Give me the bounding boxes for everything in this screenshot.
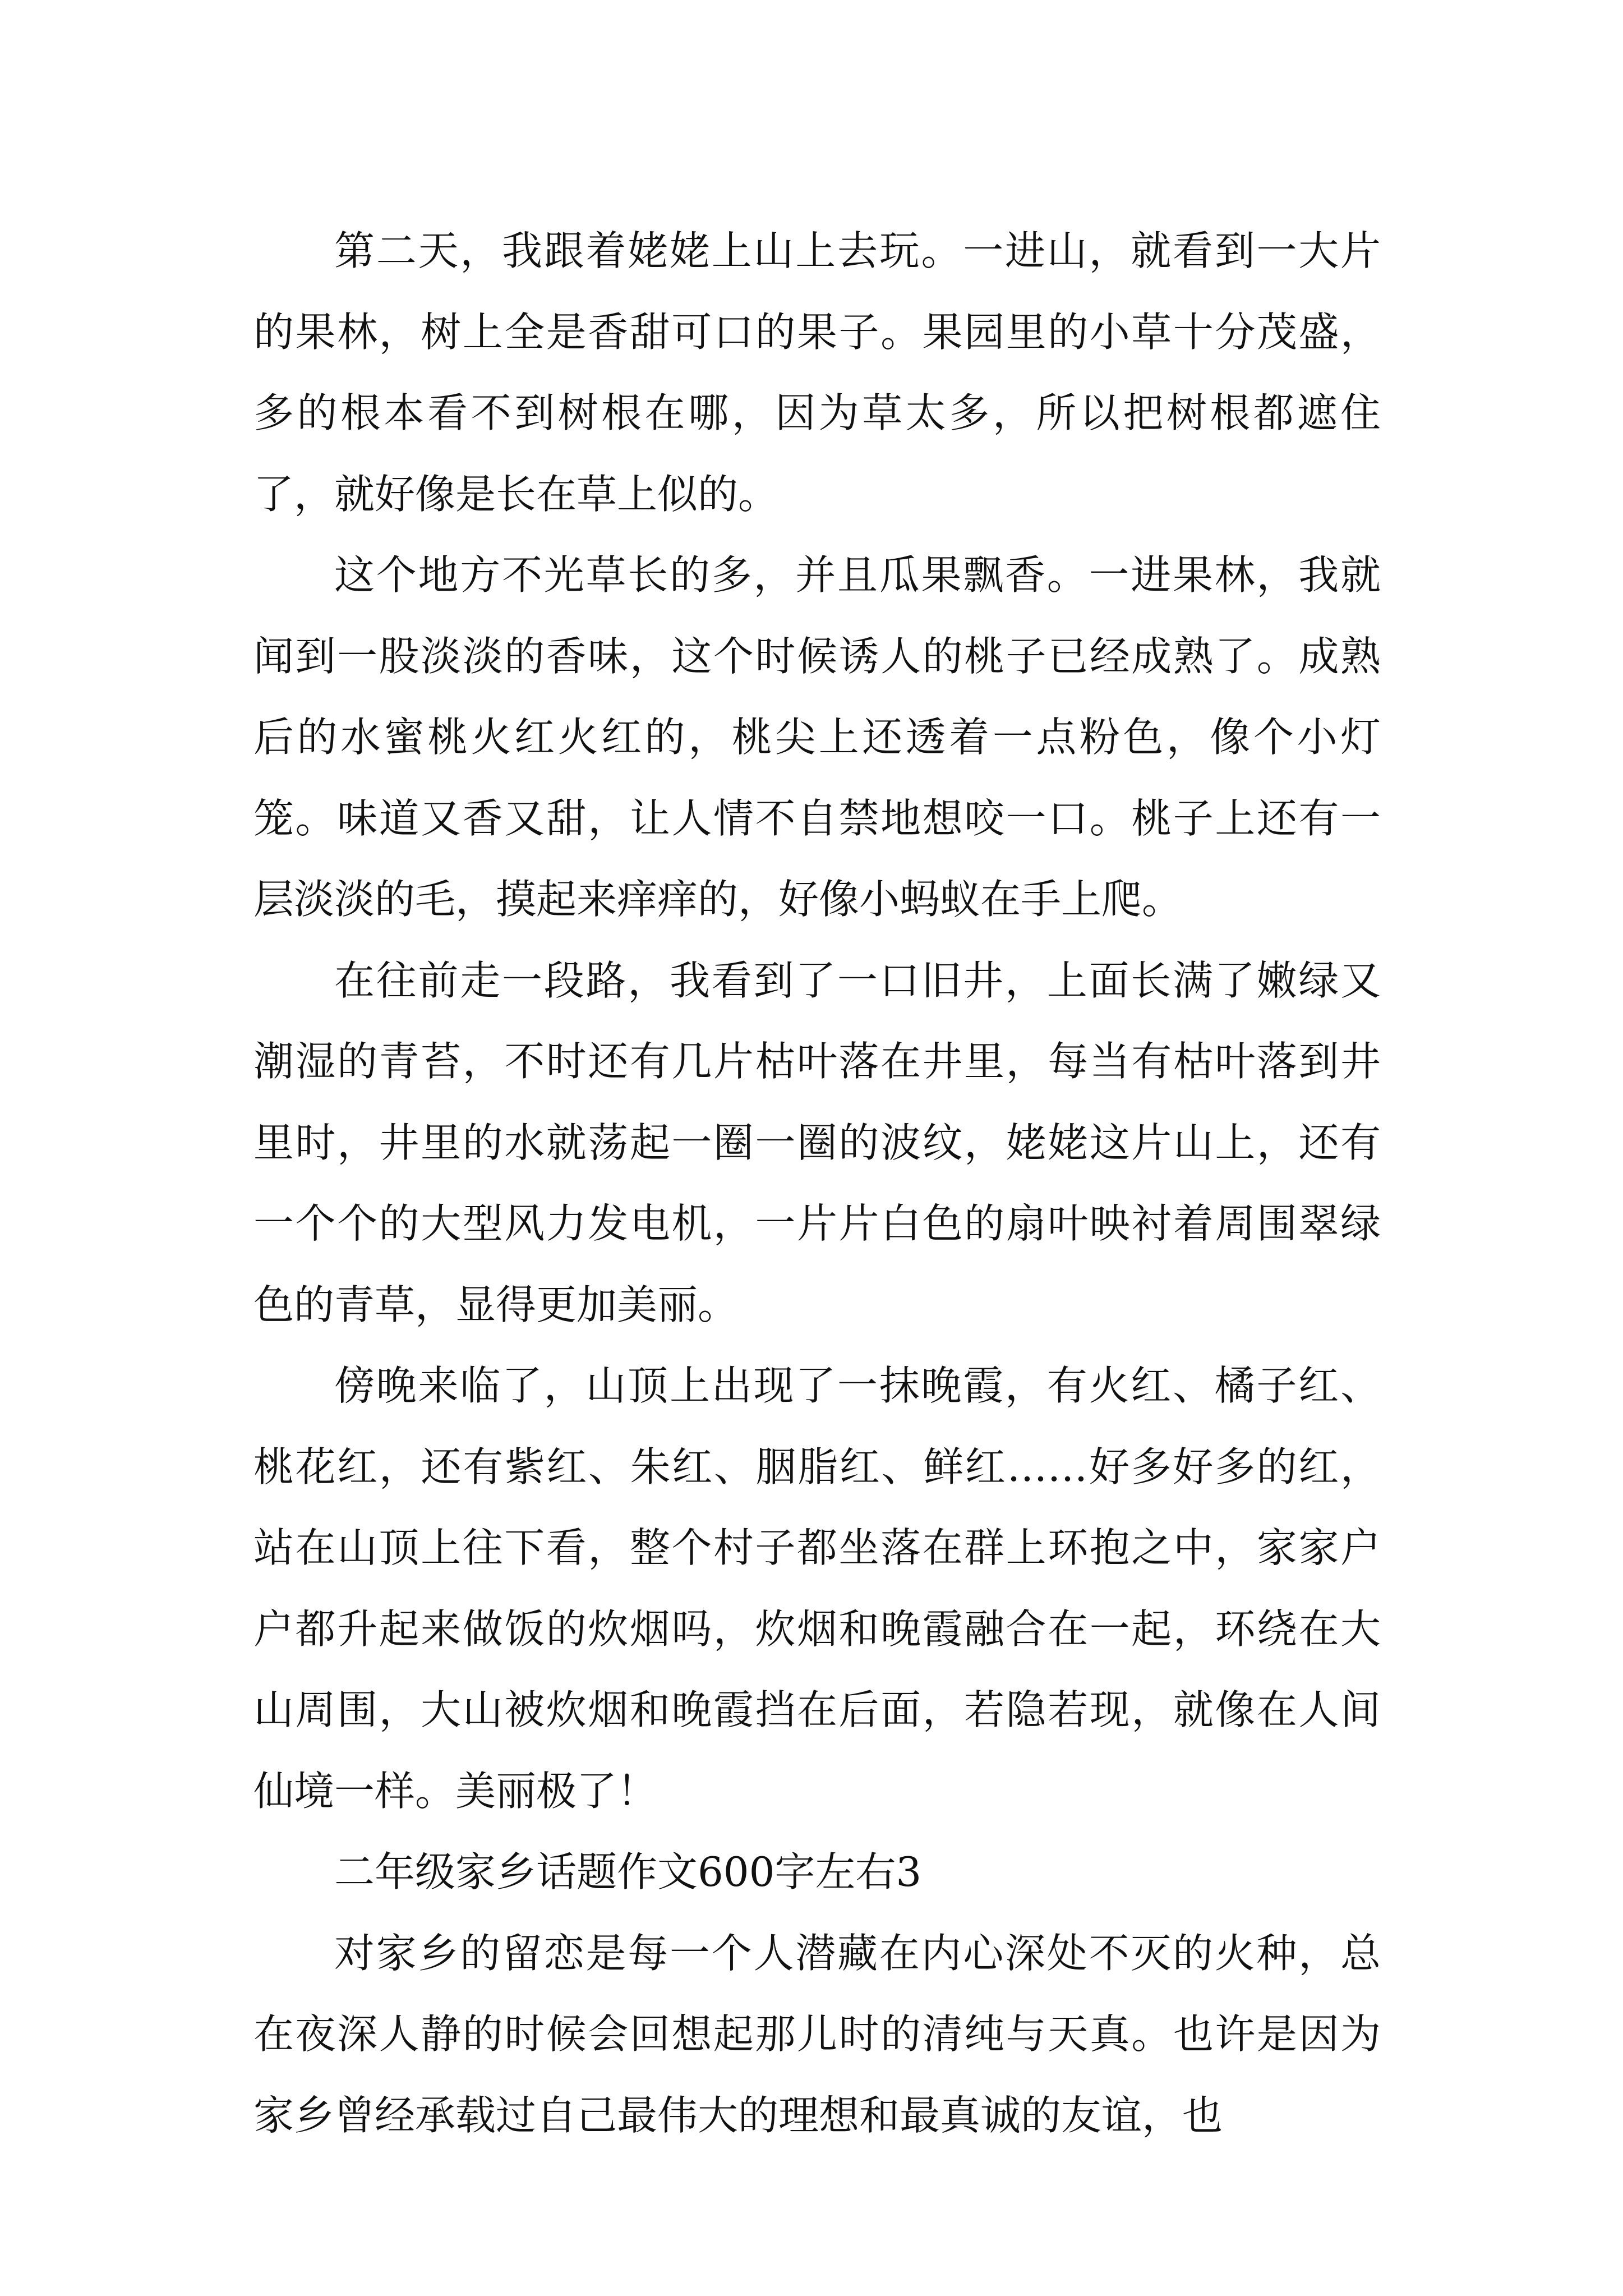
document-body [253, 210, 1381, 2156]
section-heading: 二年级家乡话题作文600字左右3 [334, 1848, 922, 1895]
paragraph-sunset: 傍晚来临了，山顶上出现了一抹晚霞，有火红、橘子红、桃花红，还有紫红、朱红、胭脂红、鲜红……好多好多的红，站在山顶上往下看，整个村子都坐落在群上环抱之中，家家户户都升起来做饭的炊烟吗，炊烟和晚霞融合在一起，环绕在大山周围，大山被炊烟和晚霞挡在后面，若隐若现，就像在人间仙境一样。美丽极了！ [253, 1362, 1381, 1815]
paragraph-old-well: 在往前走一段路，我看到了一口旧井，上面长满了嫩绿又潮湿的青苔，不时还有几片枯叶落在井里，每当有枯叶落到井里时，井里的水就荡起一圈一圈的波纹，姥姥这片山上，还有一个个的大型风力发电机，一片片白色的扇叶映衬着周围翠绿色的青草，显得更加美丽。 [253, 956, 1381, 1328]
paragraph-peaches: 这个地方不光草长的多，并且瓜果飘香。一进果林，我就闻到一股淡淡的香味，这个时候诱人的桃子已经成熟了。成熟后的水蜜桃火红火红的，桃尖上还透着一点粉色，像个小灯笼。味道又香又甜，让人情不自禁地想咬一口。桃子上还有一层淡淡的毛，摸起来痒痒的，好像小蚂蚁在手上爬。 [253, 551, 1381, 923]
paragraph-mountain-trip: 第二天，我跟着姥姥上山上去玩。一进山，就看到一大片的果林，树上全是香甜可口的果子。果园里的小草十分茂盛，多的根本看不到树根在哪，因为草太多，所以把树根都遮住了，就好像是长在草上似的。 [253, 227, 1381, 518]
paragraph-hometown-memory: 对家乡的留恋是每一个人潜藏在内心深处不灭的火种，总在夜深人静的时候会回想起那儿时的清纯与天真。也许是因为家乡曾经承载过自己最伟大的理想和最真诚的友谊，也 [253, 1929, 1381, 2139]
